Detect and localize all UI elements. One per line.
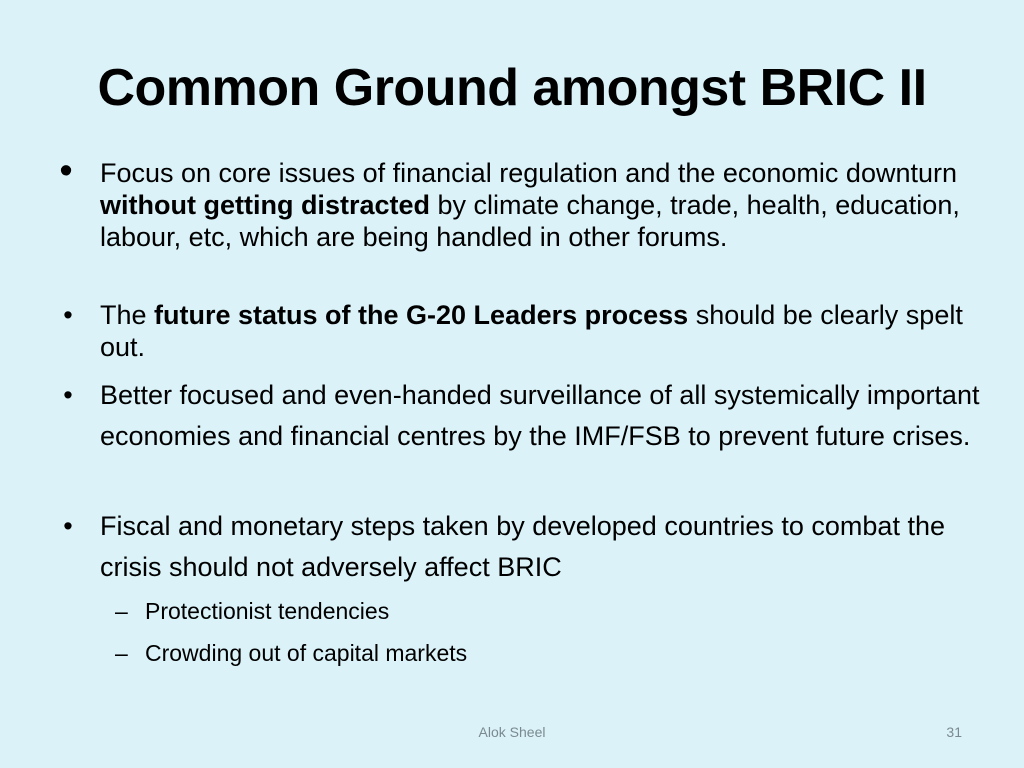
bullet-text: Fiscal and monetary steps taken by developed countries to combat the crisis should not adversely affect BRIC [100, 511, 945, 582]
bullet-marker: • [63, 300, 73, 330]
bullet-text: by climate change, trade, health, education, labour, etc, which are being handled in other forums. [100, 190, 960, 252]
sub-bullet-marker: – [115, 598, 128, 624]
bullet-bold-text: future status of the G-20 Leaders process [154, 300, 689, 330]
sub-bullet-text: Protectionist tendencies [145, 598, 390, 624]
bullet-item-3 [63, 375, 980, 457]
bullet-item-2 [63, 299, 980, 363]
bullet-text: The [100, 300, 155, 330]
sub-bullet-item-1 [115, 596, 945, 626]
sub-bullet-text: Crowding out of capital markets [145, 640, 468, 666]
bullet-marker: • [63, 380, 73, 410]
bullet-text: should be clearly spelt out. [100, 300, 963, 362]
sub-bullet-item-2 [115, 638, 945, 668]
footer-author: Alok Sheel [478, 724, 546, 740]
bullet-marker: • [59, 150, 73, 192]
bullet-item-1 [59, 150, 980, 253]
sub-bullet-marker: – [115, 640, 128, 666]
bullet-bold-text: without getting distracted [100, 190, 430, 220]
bullet-marker: • [63, 511, 73, 541]
bullet-text: Focus on core issues of financial regulation and the economic downturn [100, 158, 957, 188]
bullet-text: Better focused and even-handed surveillance of all systemically important economies and financial centres by the IMF/FSB to prevent future crises. [100, 380, 980, 451]
footer-page-number: 31 [946, 724, 962, 740]
bullet-item-4 [63, 506, 980, 588]
slide-title: Common Ground amongst BRIC II [97, 59, 927, 117]
